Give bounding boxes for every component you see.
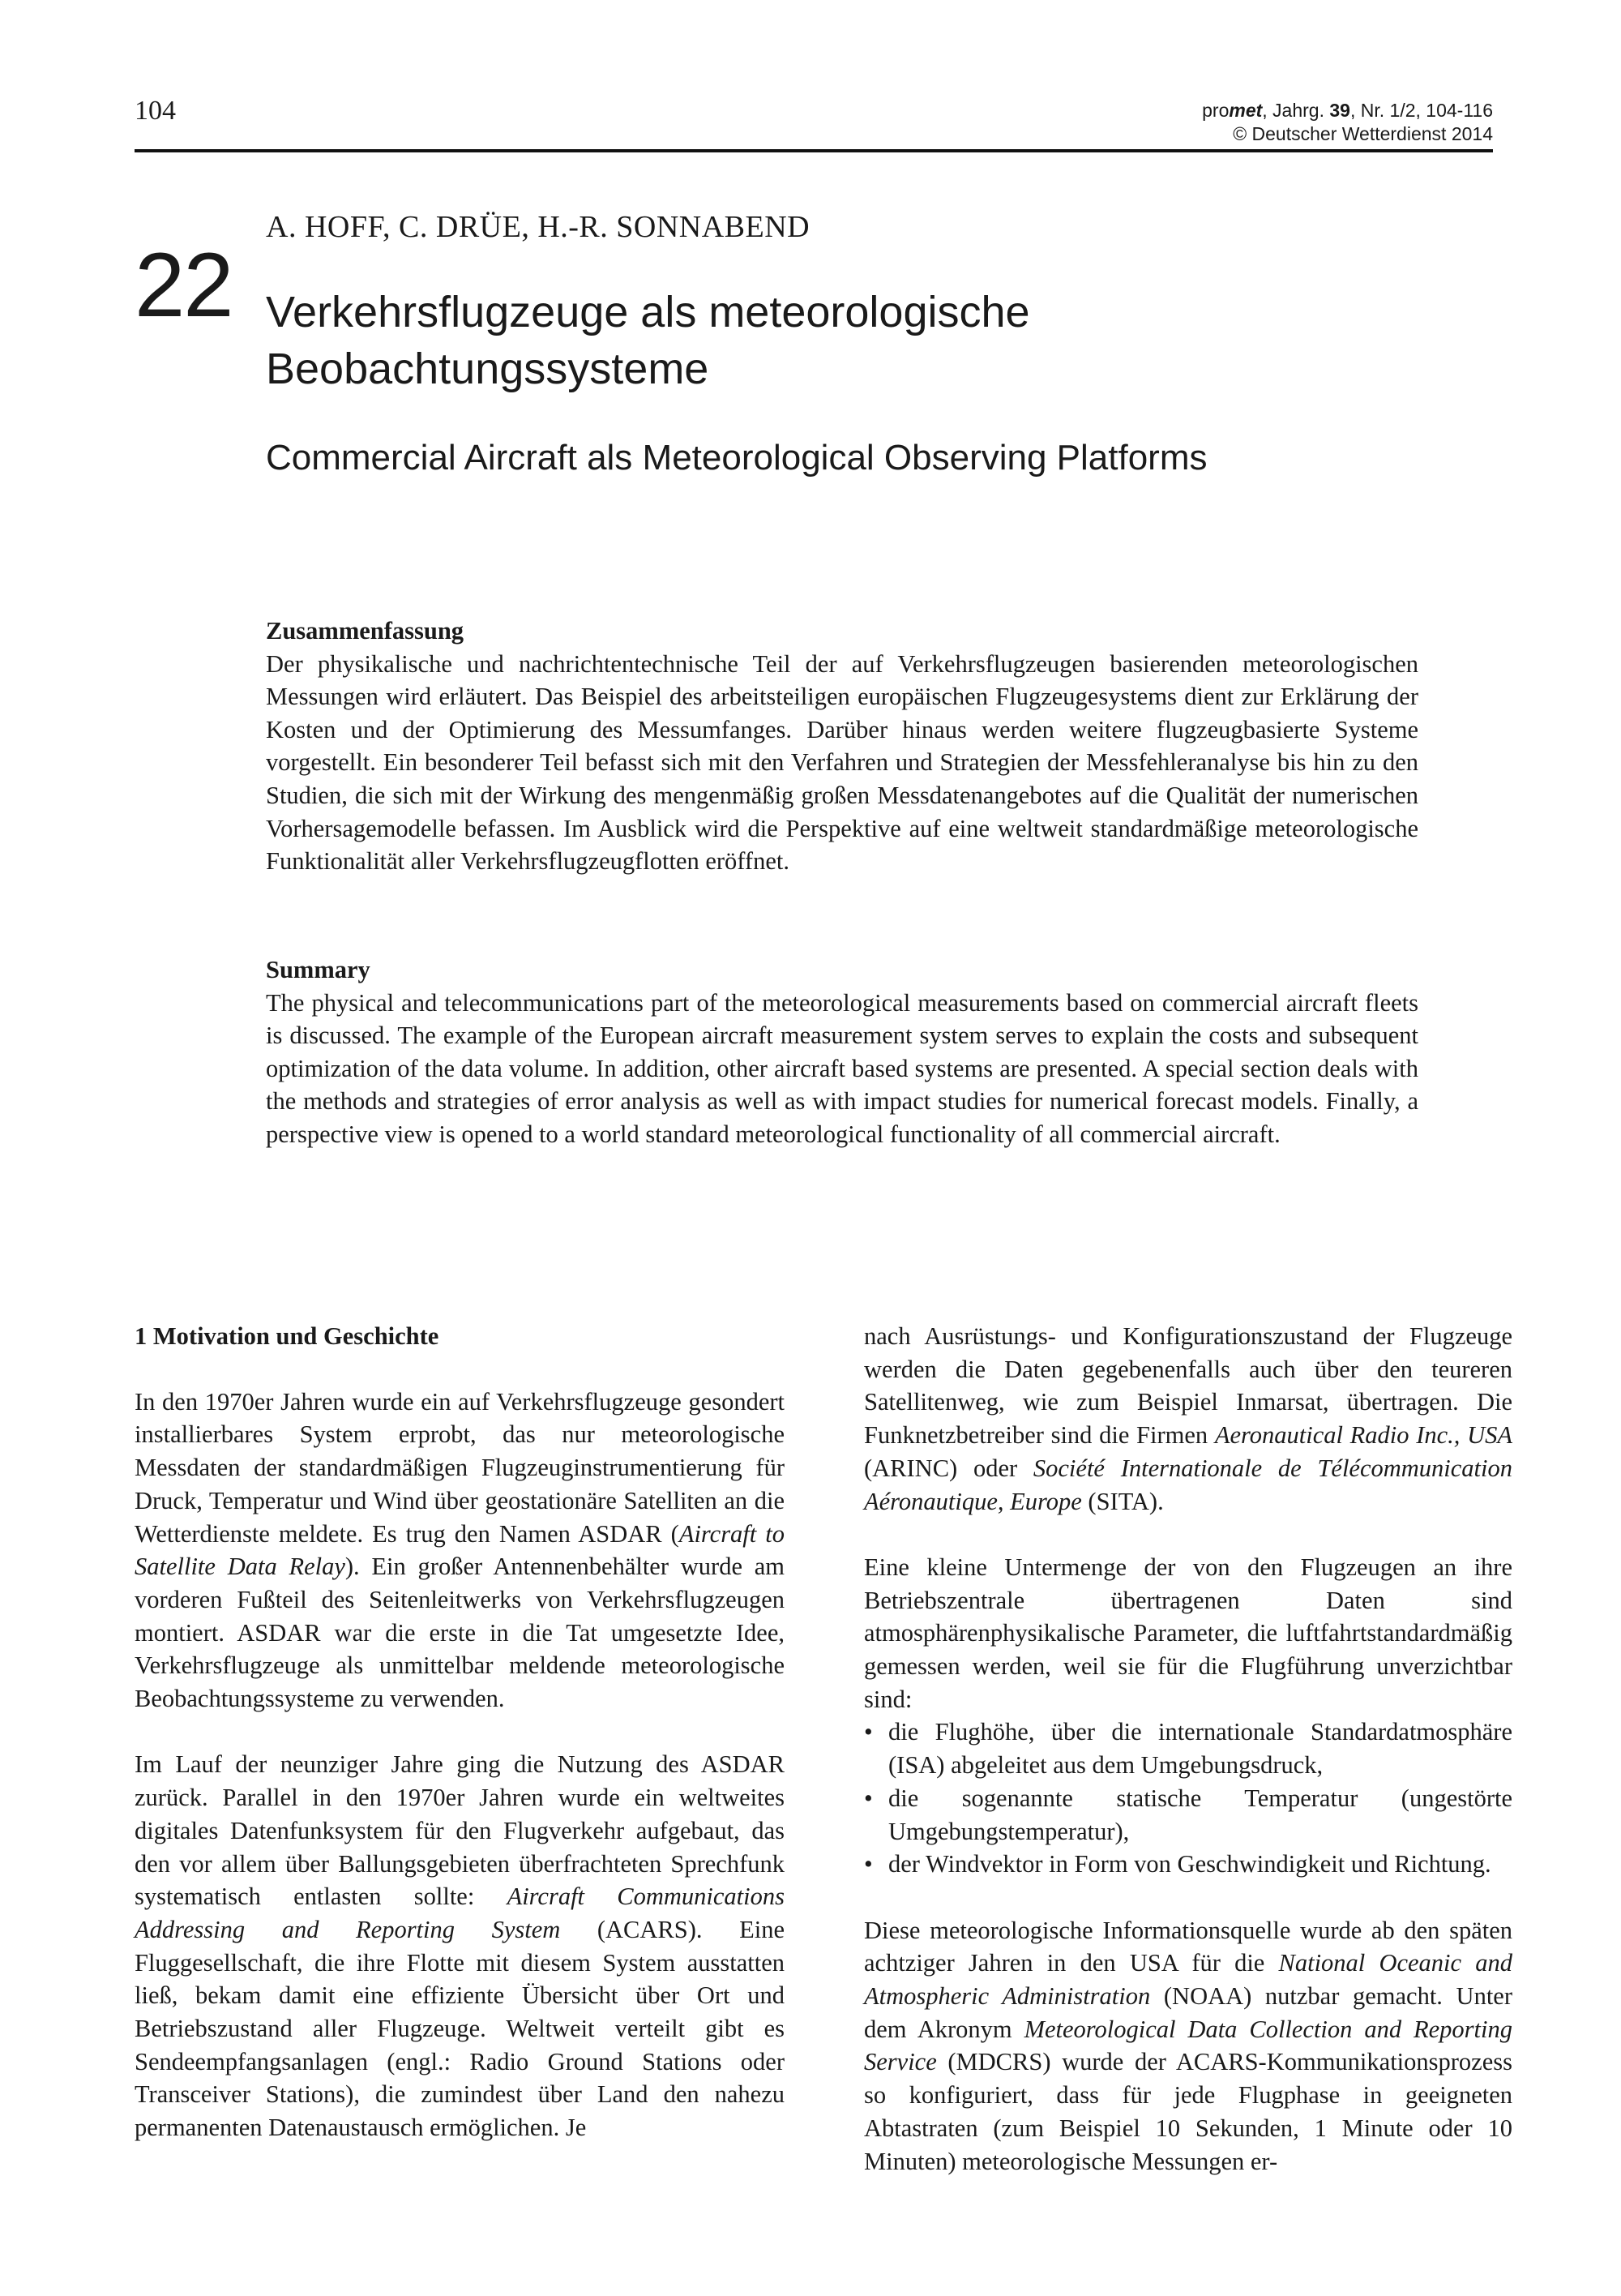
title-german-line2: Beobachtungssysteme	[266, 345, 709, 393]
chapter-number: 22	[135, 234, 233, 336]
column-right	[864, 1320, 1512, 2178]
list-item: • die Flughöhe, über die internationale Standardatmosphäre (ISA) abgeleitet aus dem Umgebungsdruck,	[864, 1716, 1512, 1781]
header-divider	[135, 149, 1493, 152]
journal-suffix: , Nr. 1/2, 104-116	[1349, 100, 1493, 121]
list-item: • der Windvektor in Form von Geschwindigkeit und Richtung.	[864, 1848, 1512, 1881]
arinc-expansion: Aeronautical Radio Inc., USA	[1214, 1421, 1512, 1450]
journal-line	[1202, 99, 1493, 122]
title-german-line1: Verkehrsflugzeuge als meteorologische	[266, 288, 1030, 336]
list-item: • die sogenannte statische Temperatur (ungestörte Umgebungstemperatur),	[864, 1782, 1512, 1848]
paragraph: In den 1970er Jahren wurde ein auf Verkehrsflugzeuge gesondert installierbares System erprobt, das nur meteorologische Messdaten der standardmäßigen Flugzeuginstrumentierung für Druck, Temperatur und Wind über geostationäre Satelliten an die Wetterdienste meldete. Es trug den Namen ASDAR (Aircraft to Satellite Data Relay). Ein großer Antennenbehälter wurde am vorderen Fußteil des Seitenleitwerks von Verkehrsflugzeugen montiert. ASDAR war die erste in die Tat umgesetzte Idee, Verkehrsflugzeuge als unmittelbar meldende meteorologische Beobachtungssysteme zu verwenden.	[135, 1387, 785, 1713]
abstract-german-text: Der physikalische und nachrichtentechnische Teil der auf Verkehrsflugzeugen basierenden meteorologischen Messungen wird erläutert. Das Beispiel des arbeitsteiligen europäischen Flugzeugesystems dient zur Erklärung der Kosten und der Optimierung des Messumfanges. Darüber hinaus werden weitere flugzeugbasierte Systeme vorgestellt. Ein besonderer Teil befasst sich mit den Verfahren und Strategien der Messfehleranalyse bis hin zu den Studien, die sich mit der Wirkung des mengenmäßig großen Messdatenangebotes auf die Qualität der numerischen Vorhersagemodelle befassen. Im Ausblick wird die Perspektive auf eine weltweit standardmäßige meteorologische Funktionalität aller Verkehrsflugzeugflotten eröffnet.	[266, 649, 1418, 876]
column-left	[135, 1320, 785, 2144]
abstract-german-heading: Zusammenfassung	[266, 617, 464, 645]
journal-prefix: pro	[1202, 100, 1230, 121]
paragraph: Diese meteorologische Informationsquelle wurde ab den späten achtziger Jahren in den USA für die National Oceanic and Atmospheric Administration (NOAA) nutzbar gemacht. Unter dem Akronym Meteorological Data Collection and Reporting Service (MDCRS) wurde der ACARS-Kommunikationsprozess so konfiguriert, dass für jede Flugphase in geeigneten Abtastraten (zum Beispiel 10 Sekunden, 1 Minute oder 10 Minuten) meteorologische Messungen er-	[864, 1916, 1512, 2175]
acars-expansion: Aircraft Communications Addressing and Reporting System	[135, 1883, 785, 1943]
noaa-expansion: National Oceanic and Atmospheric Administration	[864, 1949, 1512, 2011]
abstract-english-heading: Summary	[266, 956, 370, 983]
paragraph: Im Lauf der neunziger Jahre ging die Nutzung des ASDAR zurück. Parallel in den 1970er Jahren wurde ein weltweites digitales Datenfunksystem für den Flugverkehr aufgebaut, das den vor allem über Ballungsgebieten überfrachteten Sprechfunk systematisch entlasten sollte: Aircraft Communications Addressing and Reporting System (ACARS). Eine Fluggesellschaft, die ihre Flotte mit diesem System ausstatten ließ, bekam damit eine effiziente Übersicht über Ort und Betriebszustand aller Flugzeuge. Weltweit verteilt gibt es Sendeempfangsanlagen (engl.: Radio Ground Stations oder Transceiver Stations), die zumindest über Land den nahezu permanenten Datenaustausch ermöglichen. Je	[135, 1750, 785, 2142]
journal-volume: 39	[1329, 100, 1350, 121]
section-heading: 1 Motivation und Geschichte	[135, 1322, 439, 1350]
page-number: 104	[135, 96, 176, 126]
abstract-german	[266, 615, 1418, 878]
journal-citation	[1202, 99, 1493, 146]
journal-met: met	[1229, 100, 1263, 121]
sita-expansion: Société Internationale de Télécommunication Aéronautique, Europe	[864, 1454, 1513, 1515]
paragraph: Eine kleine Untermenge der von den Flugzeugen an ihre Betriebszentrale übertragenen Daten sind atmosphärenphysikalische Parameter, die luftfahrtstandardmäßig gemessen werden, weil sie für die Flugführung unverzichtbar sind:	[864, 1553, 1512, 1713]
title-english: Commercial Aircraft als Meteorological Observing Platforms	[266, 438, 1208, 478]
journal-mid: , Jahrg.	[1262, 100, 1330, 121]
title-german	[266, 284, 1401, 397]
abstract-english	[266, 953, 1418, 1151]
asdar-expansion: Aircraft to Satellite Data Relay	[135, 1519, 785, 1581]
authors: A. HOFF, C. DRÜE, H.-R. SONNABEND	[266, 210, 810, 244]
paragraph: nach Ausrüstungs- und Konfigurationszustand der Flugzeuge werden die Daten gegebenenfalls auch über den teureren Satellitenweg, wie zum Beispiel Inmarsat, übertragen. Die Funknetzbetreiber sind die Firmen Aeronautical Radio Inc., USA (ARINC) oder Société Internationale de Télécommunication Aéronautique, Europe (SITA).	[864, 1322, 1513, 1515]
mdcrs-expansion: Meteorological Data Collection and Reporting Service	[864, 2015, 1512, 2076]
abstract-english-text: The physical and telecommunications part of the meteorological measurements based on commercial aircraft fleets is discussed. The example of the European aircraft measurement system serves to explain the costs and subsequent optimization of the data volume. In addition, other aircraft based systems are presented. A special section deals with the methods and strategies of error analysis as well as with impact studies for numerical forecast models. Finally, a perspective view is opened to a world standard meteorological functionality of all commercial aircraft.	[266, 988, 1418, 1148]
bullet-list	[864, 1716, 1512, 1881]
copyright: © Deutscher Wetterdienst 2014	[1233, 123, 1493, 144]
